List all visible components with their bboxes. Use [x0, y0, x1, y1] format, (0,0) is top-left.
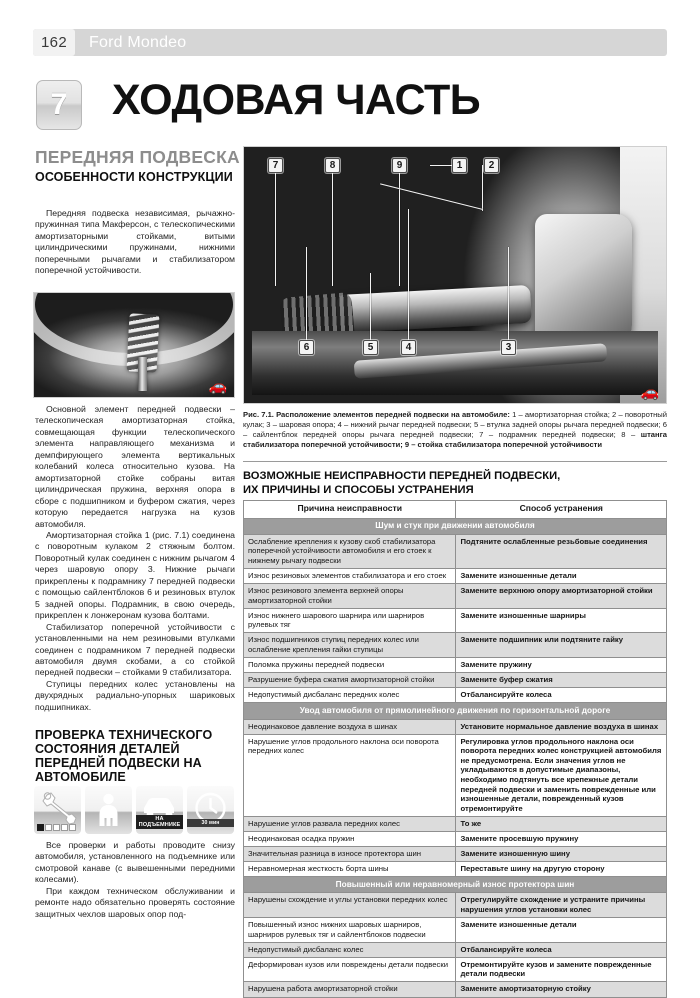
cell-remedy: Подтяните ослабленные резьбовые соединения: [456, 534, 667, 568]
table-row: [244, 957, 667, 982]
front-suspension-photo-main: [243, 146, 667, 404]
table-row: [244, 584, 667, 609]
leader-line-5: [370, 273, 371, 342]
table-row: [244, 608, 667, 633]
table-row: [244, 534, 667, 568]
cell-remedy: Отбалансируйте колеса: [456, 688, 667, 703]
cell-remedy: Переставьте шину на другую сторону: [456, 862, 667, 877]
table-row: [244, 918, 667, 943]
car-on-lift-icon: [136, 786, 183, 834]
table-group-title: Шум и стук при движении автомобиля: [244, 518, 667, 534]
cell-cause: Нарушены схождение и углы установки передних колес: [244, 893, 456, 918]
faults-table-head: [244, 501, 667, 519]
cell-remedy: Замените изношенные детали: [456, 918, 667, 943]
main-paragraph-1: Основной элемент передней подвески – телескопическая амортизаторная стойка, совмещающая функции телескопического элемента направляющего механизма и демпфирующего элемента вертикальных колебаний колеса относительно кузова. На амортизаторной стойке собраны витая цилиндрическая пружина, верхняя опора в сборе с подшипником и буфером сжатия, через которую передается нагрузка на кузов автомобиля.: [35, 404, 235, 529]
cell-cause: Износ нижнего шарового шарнира или шарниров рулевых тяг: [244, 608, 456, 633]
difficulty-block-5: [69, 824, 76, 831]
chapter-number: 7: [50, 88, 68, 121]
cell-cause: Поломка пружины передней подвески: [244, 658, 456, 673]
cell-remedy: Замените буфер сжатия: [456, 673, 667, 688]
table-row: [244, 673, 667, 688]
table-row: [244, 658, 667, 673]
table-group-row: [244, 877, 667, 893]
leader-line-4: [408, 209, 409, 342]
car-icon: 🚗: [208, 378, 228, 395]
clock-duration-icon: [187, 786, 234, 834]
callout-1: 1: [452, 158, 467, 173]
page-number: 162: [33, 29, 75, 56]
table-row: [244, 688, 667, 703]
chapter-number-badge: [36, 80, 82, 130]
cell-remedy: Замените подшипник или подтяните гайку: [456, 633, 667, 658]
table-group-row: [244, 518, 667, 534]
cell-remedy: Замените просевшую пружину: [456, 831, 667, 846]
cell-cause: Деформирован кузов или повреждены детали подвески: [244, 957, 456, 982]
subsection-heading: ОСОБЕННОСТИ КОНСТРУКЦИИ: [35, 170, 233, 184]
callout-4: 4: [401, 340, 416, 355]
faults-table: [243, 500, 667, 998]
column-header-remedy: Способ устранения: [456, 501, 667, 519]
table-row: [244, 633, 667, 658]
table-row: [244, 568, 667, 583]
cell-remedy: Замените пружину: [456, 658, 667, 673]
driveshaft-shape: [336, 285, 532, 333]
cell-remedy: Регулировка углов продольного наклона оси поворота передних колес конструкцией автомобиля не предусмотрена. Если значения углов не укладываются в допустимые диапазоны, необходимо подтянуть все крепежные детали передней подвески и заменить поврежденные или изношенные детали, поврежденный кузов отремонтируйте: [456, 734, 667, 816]
check-text-block: [35, 840, 235, 920]
leader-line-9: [399, 173, 400, 286]
cell-cause: Разрушение буфера сжатия амортизаторной стойки: [244, 673, 456, 688]
cell-cause: Неодинаковое давление воздуха в шинах: [244, 719, 456, 734]
table-heading-line-1: ВОЗМОЖНЫЕ НЕИСПРАВНОСТИ ПЕРЕДНЕЙ ПОДВЕСКИ,: [243, 470, 561, 482]
table-heading-line-2: ИХ ПРИЧИНЫ И СПОСОБЫ УСТРАНЕНИЯ: [243, 483, 474, 496]
page-title: ХОДОВАЯ ЧАСТЬ: [112, 76, 481, 124]
cell-remedy: Отбалансируйте колеса: [456, 942, 667, 957]
check-paragraph-2: При каждом техническом обслуживании и ремонте надо обязательно проверять состояние защитных чехлов шаровых опор под-: [35, 885, 235, 919]
cell-cause: Нарушена работа амортизаторной стойки: [244, 982, 456, 997]
cell-cause: Недопустимый дисбаланс передних колес: [244, 688, 456, 703]
cell-cause: Износ резинового элемента верхней опоры амортизаторной стойки: [244, 584, 456, 609]
leader-line-1: [430, 165, 454, 166]
cell-remedy: Установите нормальное давление воздуха в шинах: [456, 719, 667, 734]
callout-8: 8: [325, 158, 340, 173]
car-icon: 🚗: [640, 384, 660, 401]
cell-cause: Износ резиновых элементов стабилизатора и его стоек: [244, 568, 456, 583]
cell-cause: Повышенный износ нижних шаровых шарниров, шарниров рулевых тяг и сайлентблоков подвески: [244, 918, 456, 943]
callout-7: 7: [268, 158, 283, 173]
cell-remedy: Замените изношенные шарниры: [456, 608, 667, 633]
cell-remedy: Замените изношенные детали: [456, 568, 667, 583]
table-row: [244, 893, 667, 918]
cell-cause: Ослабление крепления к кузову скоб стабилизатора поперечной устойчивости автомобиля и его стоек к нижнему рычагу подвески: [244, 534, 456, 568]
leader-line-8: [332, 173, 333, 286]
table-row: [244, 862, 667, 877]
main-paragraph-2: Амортизаторная стойка 1 (рис. 7.1) соединена с поворотным кулаком 2 стяжным болтом. Поворотный кулак соединен с нижним рычагом 4 через шаровую опору 3. Нижние рычаги прикреплены к подрамнику 7 передней подвески с помощью сайлентблоков 6 и резиновых втулок 5 задней опоры. Подрамник, в свою очередь, прикреплен к лонжеронам кузова болтами.: [35, 529, 235, 621]
table-row: [244, 982, 667, 997]
book-title: Ford Mondeo: [89, 33, 187, 51]
wrench-difficulty-icon: [34, 786, 81, 834]
table-row: [244, 847, 667, 862]
table-row: [244, 816, 667, 831]
check-paragraph-1: Все проверки и работы проводите снизу автомобиля, установленного на подъемнике или смотровой канаве (с вывешенными передними колесами).: [35, 840, 235, 885]
cell-remedy: Замените амортизаторную стойку: [456, 982, 667, 997]
cell-remedy: Замените изношенную шину: [456, 847, 667, 862]
cell-cause: Неравномерная жесткость борта шины: [244, 862, 456, 877]
table-row: [244, 942, 667, 957]
difficulty-block-3: [53, 824, 60, 831]
difficulty-block-2: [45, 824, 52, 831]
caption-divider: [243, 461, 667, 462]
leader-line-2a: [482, 165, 483, 211]
intro-paragraph-block: [35, 208, 235, 277]
photo-main-canvas: [244, 147, 666, 403]
main-paragraph-4: Ступицы передних колес установлены на двухрядных радиально-упорных шариковых подшипниках.: [35, 678, 235, 712]
faults-table-body: [244, 518, 667, 997]
callout-3: 3: [501, 340, 516, 355]
callout-5: 5: [363, 340, 378, 355]
main-paragraph-3: Стабилизатор поперечной устойчивости с установленными на нем резиновыми втулками соединен с подрамником 7 передней подвески автомобиля двумя скобами, а со стойкой передней подвески – стойками 9 стабилизатора.: [35, 621, 235, 678]
cell-remedy: То же: [456, 816, 667, 831]
table-row: [244, 719, 667, 734]
table-group-title: Увод автомобиля от прямолинейного движения по горизонтальной дороге: [244, 703, 667, 719]
cell-remedy: Отрегулируйте схождение и устраните причины нарушения углов установки колес: [456, 893, 667, 918]
figure-caption-tail: штанга стабилизатора поперечной устойчивости; 9 – стойка стабилизатора поперечной устойчивости: [243, 429, 667, 449]
figure-caption-lead: Рис. 7.1. Расположение элементов передней подвески на автомобиле:: [243, 410, 510, 419]
cell-cause: Износ подшипников ступиц передних колес или ослабление крепления гайки ступицы: [244, 633, 456, 658]
running-head: [33, 29, 667, 56]
table-row: [244, 831, 667, 846]
callout-6: 6: [299, 340, 314, 355]
cell-remedy: Замените верхнюю опору амортизаторной стойки: [456, 584, 667, 609]
person-count-icon: [85, 786, 132, 834]
cell-cause: Неодинаковая осадка пружин: [244, 831, 456, 846]
main-text-block: [35, 404, 235, 713]
section-heading: ПЕРЕДНЯЯ ПОДВЕСКА: [35, 147, 240, 167]
table-group-row: [244, 703, 667, 719]
difficulty-scale: [37, 824, 76, 831]
strut-rod-shape: [138, 357, 147, 391]
figure-caption: [243, 410, 667, 450]
callout-2: 2: [484, 158, 499, 173]
table-header-row: [244, 501, 667, 519]
car-lift-label: НА ПОДЪЕМНИКЕ: [136, 815, 183, 829]
intro-paragraph: Передняя подвеска независимая, рычажно-пружинная типа Макферсон, с телескопическими амортизаторными стойками, витыми цилиндрическими пружинами, нижними поперечными рычагами и стабилизатором поперечной устойчивости.: [35, 208, 235, 276]
leader-line-3: [508, 247, 509, 342]
cell-cause: Значительная разница в износе протектора шин: [244, 847, 456, 862]
table-row: [244, 734, 667, 816]
front-suspension-photo-left: [33, 292, 235, 398]
job-info-icons: [34, 786, 235, 834]
difficulty-block-1: [37, 824, 44, 831]
cell-cause: Недопустимый дисбаланс колес: [244, 942, 456, 957]
brake-caliper-shape: [535, 214, 632, 347]
difficulty-block-4: [61, 824, 68, 831]
person-icon: [85, 786, 132, 834]
photo-left-canvas: [34, 293, 234, 397]
cell-remedy: Отремонтируйте кузов и замените поврежденные детали подвески: [456, 957, 667, 982]
callout-9: 9: [392, 158, 407, 173]
column-header-cause: Причина неисправности: [244, 501, 456, 519]
table-group-title: Повышенный или неравномерный износ протектора шин: [244, 877, 667, 893]
leader-line-6: [306, 247, 307, 342]
leader-line-7: [275, 173, 276, 286]
cell-cause: Нарушение углов развала передних колес: [244, 816, 456, 831]
table-heading: [243, 470, 667, 497]
check-section-heading: ПРОВЕРКА ТЕХНИЧЕСКОГО СОСТОЯНИЯ ДЕТАЛЕЙ ПЕРЕДНЕЙ ПОДВЕСКИ НА АВТОМОБИЛЕ: [35, 728, 213, 784]
clock-duration-label: 30 мин: [187, 819, 234, 827]
cell-cause: Нарушение углов продольного наклона оси поворота передних колес: [244, 734, 456, 816]
figure-caption-body: 1 – амортизаторная стойка; 2 – поворотный кулак; 3 – шаровая опора; 4 – нижний рычаг передней подвески; 5 – втулка задней опоры рычага передней подвески; 6 – сайлентблок передней опоры рычага передней подвески; 7 – подрамник передней подвески; 8 –: [243, 410, 667, 439]
